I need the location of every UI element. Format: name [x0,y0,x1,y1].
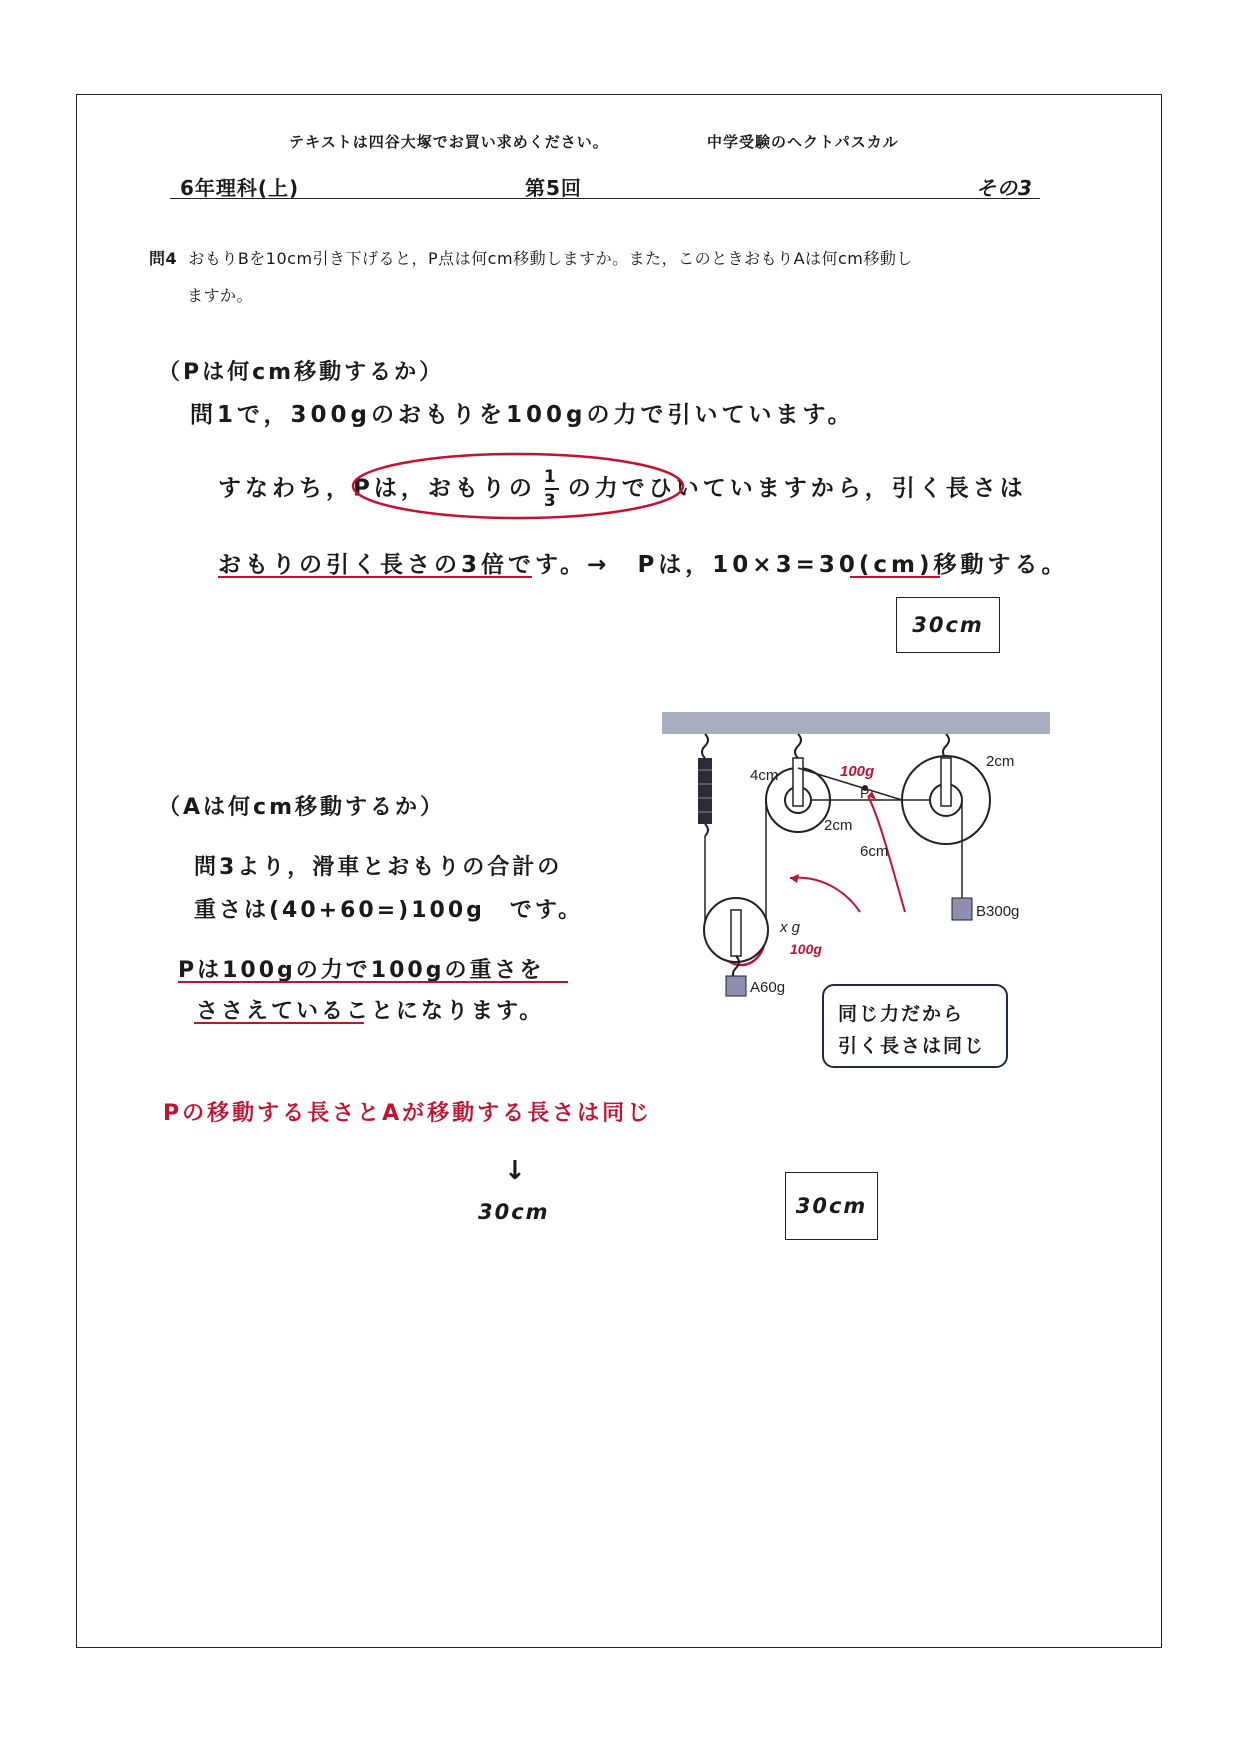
section-p-heading: （Pは何cm移動するか） [158,360,445,385]
header-lesson: 第5回 [525,176,582,200]
underline-support [178,981,568,983]
answer-box-p: 30cm [896,597,1000,653]
question-text-line2: ますか。 [187,286,254,305]
question-label: 問4 [149,249,178,268]
label-p: P [860,785,870,801]
spring-scale [698,758,712,824]
section-p-line1: 問1で，300gのおもりを100gの力で引いています。 [190,402,855,428]
section-a-line4: ささえていることになります。 [196,999,545,1024]
label-2cm-right: 2cm [986,753,1015,770]
weight-b [952,898,972,920]
section-a-heading: （Aは何cm移動するか） [158,795,445,820]
question-text: おもりBを10cm引き下げると，P点は何cm移動しますか。また，このときおもりAは何cm移動し [188,249,913,268]
section-a-line2: 重さは(40+60=)100g です。 [194,898,584,923]
red-circle-p-force [353,454,683,518]
ceiling-bar [662,712,1050,734]
label-weight-a: A60g [750,979,786,996]
label-100g-top: 100g [840,763,875,780]
label-2cm-left: 2cm [824,817,853,834]
section-a-line1: 問3より，滑車とおもりの合計の [194,855,563,880]
fraction-one-third: $\frac{1}{3}$ [543,467,560,511]
label-4cm: 4cm [750,767,779,784]
same-force-note: 同じ力だから 引く長さは同じ [822,984,1008,1068]
header-note-left: テキストは四谷大塚でお買い求めください。 [289,133,609,151]
label-weight-b: B300g [976,903,1020,920]
header-note-right: 中学受験のヘクトパスカル [707,133,899,151]
label-100g-bottom: 100g [790,941,822,957]
weight-a [726,976,746,996]
underline-three-times [218,576,532,578]
header-part: その3 [976,176,1033,200]
conclusion-value: 30cm [478,1200,550,1224]
scale-hook-top [702,734,708,758]
answer-box-a: 30cm [785,1172,878,1240]
header-grade-subject: 6年理科(上) [180,176,300,200]
label-6cm: 6cm [860,843,889,860]
conclusion-text: Pの移動する長さとAが移動する長さは同じ [163,1101,653,1126]
label-xg: x g [780,919,801,936]
underline-30cm [850,576,940,578]
section-a-line3: Pは100gの力で100gの重さを [178,958,545,983]
underline-sasaeteiru [194,1022,364,1024]
down-arrow: ↓ [504,1156,526,1186]
section-p-line3: おもりの引く長さの3倍です。→ Pは，10×3=30(cm)移動する。 [218,552,1069,578]
section-p-line2: すなわち，Pは，おもりの $\frac{1}{3}$ の力でひいていますから，引く長さは [218,467,1027,511]
